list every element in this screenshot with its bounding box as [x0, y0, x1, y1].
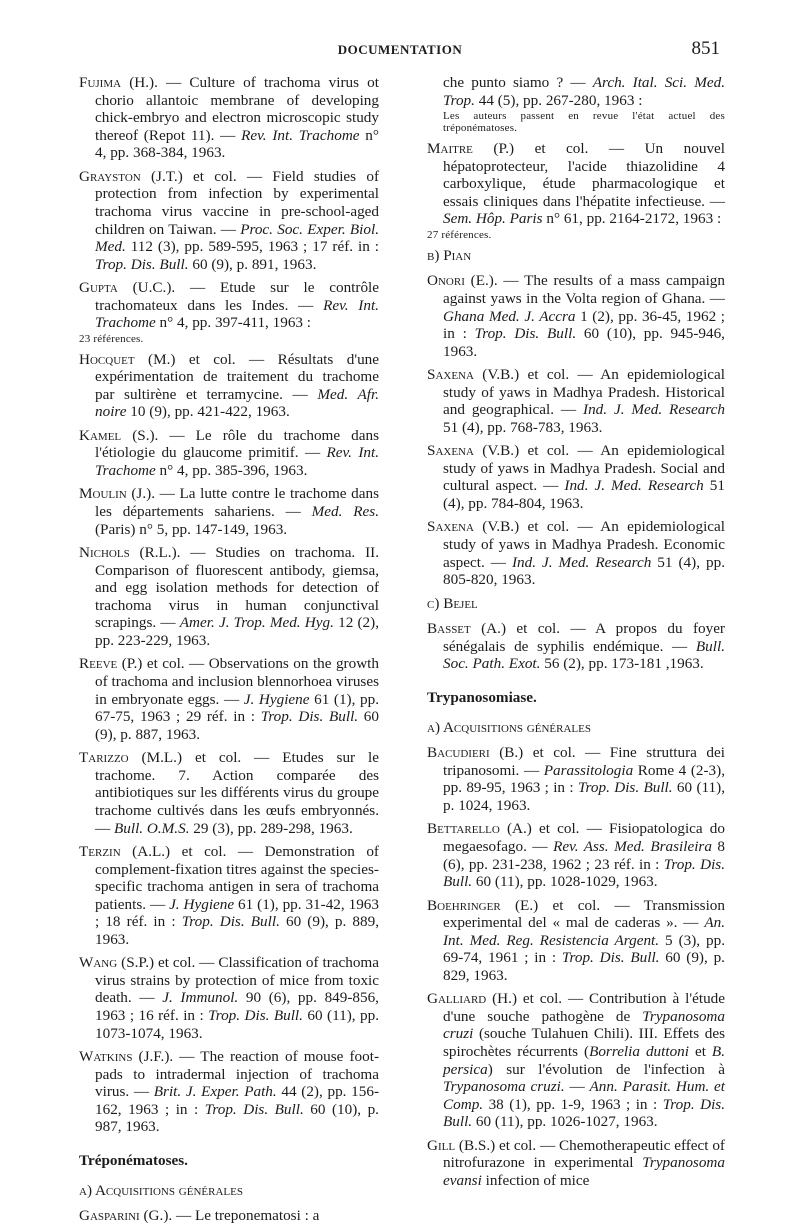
reference-entry: Maitre (P.) et col. — Un nouvel hépatoprotecteur, l'acide thiazolidine 4 carboxylique, étude pharmacologique et essais cliniques dans l'hépatite infectieuse. — Sem. Hôp. Paris n° 61, pp. 2164-2172, 1963 : 27 références. [427, 139, 725, 241]
section-heading: Trypanosomiase. [427, 689, 537, 706]
reference-entry: Tarizzo (M.L.) et col. — Etudes sur le trachome. 7. Action comparée des antibiotiques sur les différents virus du groupe trachome cultivés dans les œufs embryonnés. — Bull. O.M.S. 29 (3), pp. 289-298, 1963. [79, 749, 379, 837]
right-column [427, 74, 725, 1195]
reference-entry: Terzin (A.L.) et col. — Demonstration of complement-fixation titres against the species-specific trachoma antigen in sera of trachoma patients. — J. Hygiene 61 (1), pp. 31-42, 1963 ; 18 réf. in : Trop. Dis. Bull. 60 (9), p. 889, 1963. [79, 842, 380, 948]
reference-note: 23 références. [79, 332, 144, 345]
reference-entry: Saxena (V.B.) et col. — An epidemiological study of yaws in Madhya Pradesh. Economic aspect. — Ind. J. Med. Research 51 (4), pp. 805-820, 1963. [427, 518, 725, 589]
reference-entry: Watkins (J.F.). — The reaction of mouse foot-pads to intradermal injection of trachoma virus. — Brit. J. Exper. Path. 44 (2), pp. 156-162, 1963 ; in : Trop. Dis. Bull. 60 (10), p. 987, 1963. [79, 1048, 379, 1136]
reference-entry: Galliard (H.) et col. — Contribution à l'étude d'une souche pathogène de Trypanosoma cruzi (souche Tulahuen Chili). III. Effets des spirochètes récurrents (Borrelia duttoni et B. persica) sur l'évolution de l'infection à Trypanosoma cruzi. — Ann. Parasit. Hum. et Comp. 38 (1), pp. 1-9, 1963 ; in : Trop. Dis. Bull. 60 (11), pp. 1026-1027, 1963. [427, 990, 725, 1131]
reference-entry: Kamel (S.). — Le rôle du trachome dans l'étiologie du glaucome primitif. — Rev. Int. Trachome n° 4, pp. 385-396, 1963. [79, 426, 379, 480]
reference-entry: Grayston (J.T.) et col. — Field studies of protection from infection by experimental trachoma virus vaccine in pre-school-aged children on Taiwan. — Proc. Soc. Exper. Biol. Med. 112 (3), pp. 589-595, 1963 ; 17 réf. in : Trop. Dis. Bull. 60 (9), p. 891, 1963. [79, 167, 379, 273]
reference-entry: Gupta (U.C.). — Etude sur le contrôle trachomateux dans les Indes. — Rev. Int. Trachome n° 4, pp. 397-411, 1963 : 23 références. [79, 279, 379, 345]
reference-continuation: che punto siamo ? — Arch. Ital. Sci. Med. Trop. 44 (5), pp. 267-280, 1963 : Les auteurs passent en revue l'état actuel des tréponématoses. [443, 74, 725, 135]
reference-entry: Moulin (J.). — La lutte contre le trachome dans les départements sahariens. — Med. Res. (Paris) n° 5, pp. 147-149, 1963. [79, 485, 379, 538]
reference-entry: Boehringer (E.) et col. — Transmission experimental del « mal de caderas ». — An. Int. Med. Reg. Resistencia Argent. 5 (3), pp. 69-74, 1961 ; in : Trop. Dis. Bull. 60 (9), p. 829, 1963. [427, 896, 725, 984]
reference-entry: Saxena (V.B.) et col. — An epidemiological study of yaws in Madhya Pradesh. Historical and geographical. — Ind. J. Med. Research 51 (4), pp. 768-783, 1963. [427, 366, 725, 436]
reference-entry: Reeve (P.) et col. — Observations on the growth of trachoma and inclusion blennorhoea viruses in embryonate eggs. — J. Hygiene 61 (1), pp. 67-75, 1963 ; 29 réf. in : Trop. Dis. Bull. 60 (9), p. 887, 1963. [79, 655, 379, 743]
page-header [80, 40, 720, 70]
subsection-heading: b) Pian [427, 246, 472, 264]
subsection-heading: a) Acquisitions générales [427, 718, 591, 736]
reference-entry: Saxena (V.B.) et col. — An epidemiological study of yaws in Madhya Pradesh. Social and cultural aspect. — Ind. J. Med. Research 51 (4), pp. 784-804, 1963. [427, 442, 725, 513]
reference-entry: Basset (A.) et col. — A propos du foyer sénégalais de syphilis endémique. — Bull. Soc. Path. Exot. 56 (2), pp. 173-181 ,1963. [427, 620, 725, 673]
reference-note: Les auteurs passent en revue l'état actuel des tréponématoses. [443, 110, 725, 135]
reference-entry: Gill (B.S.) et col. — Chemotherapeutic effect of nitrofurazone in experimental Trypanosoma evansi infection of mice [427, 1136, 725, 1190]
reference-entry: Gasparini (G.). — Le treponematosi : a [79, 1207, 320, 1225]
running-head: DOCUMENTATION [337, 42, 463, 57]
reference-entry: Hocquet (M.) et col. — Résultats d'une expérimentation de traitement du trachome par sultirène et terramycine. — Med. Afr. noire 10 (9), pp. 421-422, 1963. [79, 350, 380, 421]
reference-entry: Fujima (H.). — Culture of trachoma virus ot chorio allantoic membrane of developing chick-embryo and electron microscopic study thereof (Repot 11). — Rev. Int. Trachome n° 4, pp. 368-384, 1963. [79, 74, 379, 162]
reference-entry: Wang (S.P.) et col. — Classification of trachoma virus strains by protection of mice from toxic death. — J. Immunol. 90 (6), pp. 849-856, 1963 ; 16 réf. in : Trop. Dis. Bull. 60 (11), pp. 1073-1074, 1963. [79, 954, 379, 1042]
reference-entry: Onori (E.). — The results of a mass campaign against yaws in the Volta region of Ghana. — Ghana Med. J. Accra 1 (2), pp. 36-45, 1962 ; in : Trop. Dis. Bull. 60 (10), pp. 945-946, 1963. [427, 272, 725, 360]
subsection-heading: c) Bejel [427, 594, 478, 612]
subsection-heading: a) Acquisitions générales [79, 1181, 243, 1199]
reference-entry: Nichols (R.L.). — Studies on trachoma. II. Comparison of fluorescent antibody, giemsa, and egg isolation methods for detection of trachoma virus in human conjunctival scrapings. — Amer. J. Trop. Med. Hyg. 12 (2), pp. 223-229, 1963. [79, 544, 379, 649]
section-heading: Tréponématoses. [79, 1152, 188, 1170]
page-number: 851 [691, 38, 720, 59]
reference-entry: Bettarello (A.) et col. — Fisiopatologica do megaesofago. — Rev. Ass. Med. Brasileira 8 (6), pp. 231-238, 1962 ; 23 réf. in : Trop. Dis. Bull. 60 (11), pp. 1028-1029, 1963. [427, 820, 725, 891]
reference-entry: Bacudieri (B.) et col. — Fine struttura dei tripanosomi. — Parassitologia Rome 4 (2-3), pp. 89-95, 1963 ; in : Trop. Dis. Bull. 60 (11), p. 1024, 1963. [427, 744, 725, 814]
reference-note: 27 références. [427, 228, 492, 241]
left-column [79, 74, 379, 1231]
